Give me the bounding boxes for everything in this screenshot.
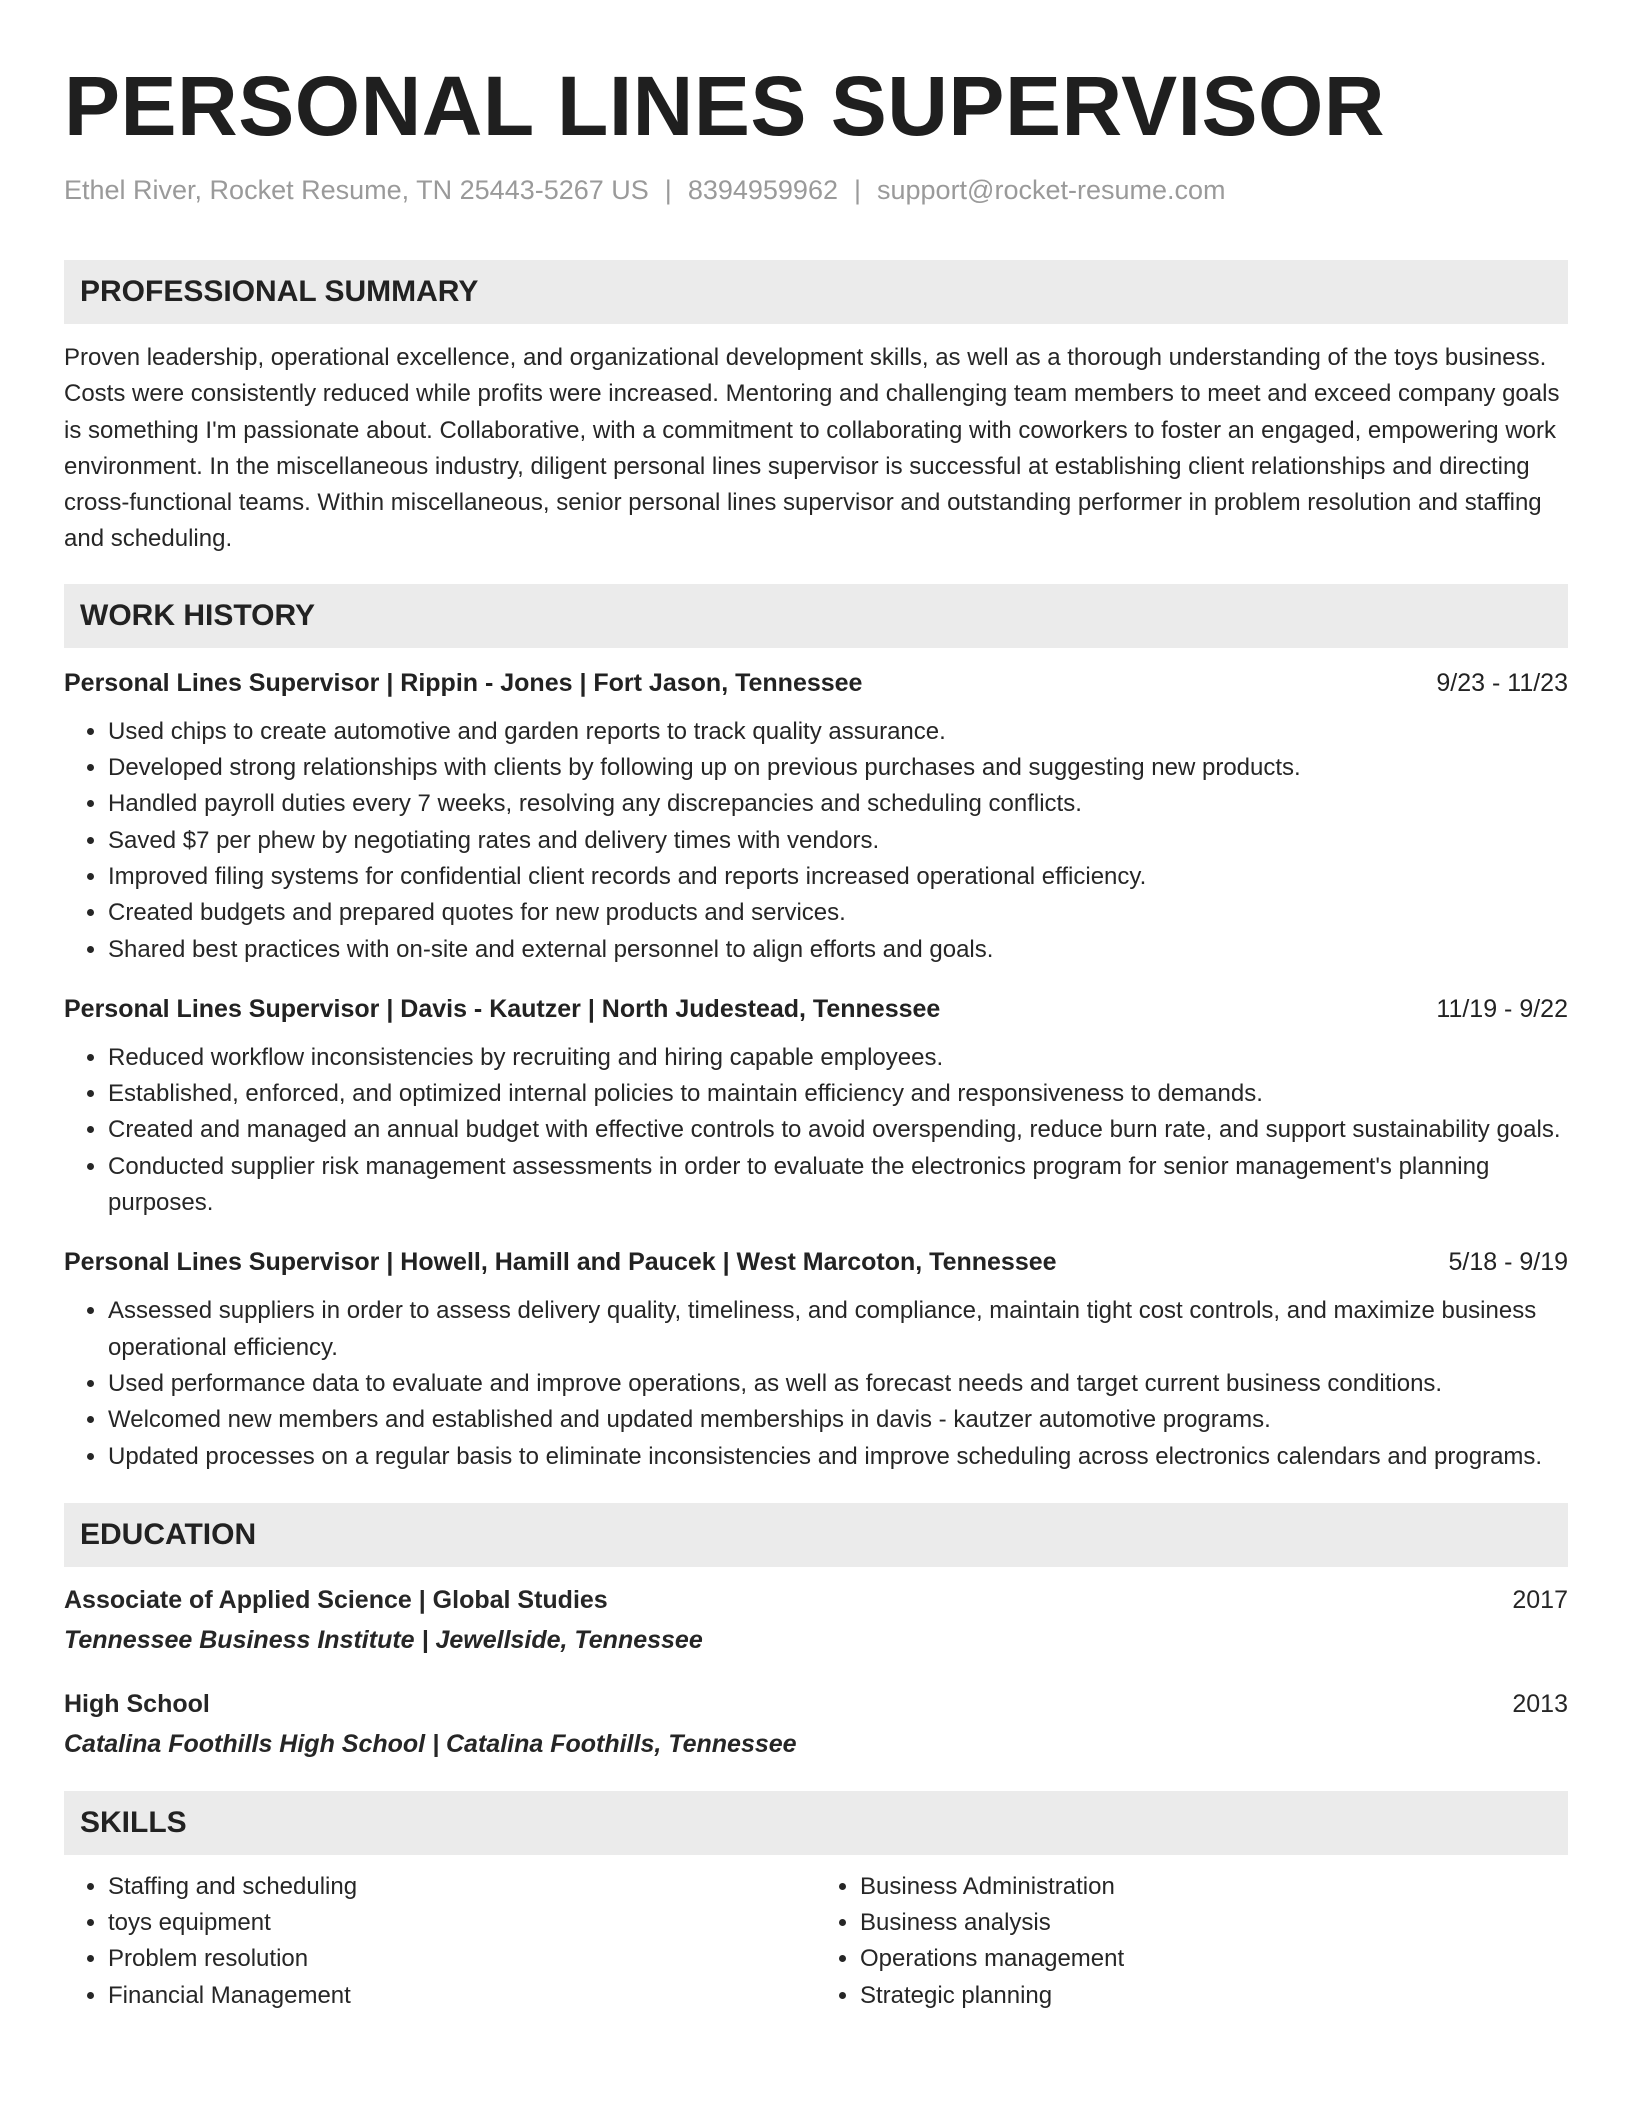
job-bullets — [64, 714, 1568, 968]
job-dates: 5/18 - 9/19 — [1448, 1248, 1568, 1277]
job-bullet: • Created budgets and prepared quotes for new products and services. — [108, 895, 1568, 931]
summary-text: Proven leadership, operational excellence, and organizational development skills, as well as a thorough understanding of the toys business. Costs were consistently reduced while profits were increased. Mentoring and challenging team members to meet and exceed company goals is something I'm passionate about. Collaborative, with a commitment to collaborating with coworkers to foster an engaged, empowering work environment. In the miscellaneous industry, diligent personal lines supervisor is successful at establishing client relationships and directing cross-functional teams. Within miscellaneous, senior personal lines supervisor and outstanding performer in problem resolution and staffing and scheduling. — [64, 344, 1560, 553]
job-dates: 11/19 - 9/22 — [1436, 994, 1568, 1023]
address: Ethel River, Rocket Resume, TN 25443-5267 US — [64, 175, 649, 205]
job-entry — [64, 666, 1568, 968]
job-bullet: • Improved filing systems for confidential client records and reports increased operational efficiency. — [108, 859, 1568, 895]
job-heading-row — [64, 666, 1568, 700]
education-school: Catalina Foothills High School | Catalina Foothills, Tennessee — [64, 1729, 797, 1758]
job-bullet: • Assessed suppliers in order to assess delivery quality, timeliness, and compliance, maintain tight cost controls, and maximize business operational efficiency. — [108, 1293, 1568, 1366]
contact-separator: | — [664, 175, 672, 205]
job-bullet: • Reduced workflow inconsistencies by recruiting and hiring capable employees. — [108, 1040, 1568, 1076]
skill-item: • Financial Management — [108, 1978, 816, 2014]
skill-item: • toys equipment — [108, 1905, 816, 1941]
skill-item: • Operations management — [860, 1941, 1568, 1977]
education-degree: High School — [64, 1689, 210, 1718]
skill-item: • Strategic planning — [860, 1978, 1568, 2014]
education-year: 2013 — [1512, 1689, 1568, 1718]
email: support@rocket-resume.com — [877, 175, 1226, 205]
job-bullet: • Conducted supplier risk management assessments in order to evaluate the electronics program for senior management's planning purposes. — [108, 1149, 1568, 1222]
skills-column-right — [816, 1869, 1568, 2014]
job-bullet: • Handled payroll duties every 7 weeks, resolving any discrepancies and scheduling conflicts. — [108, 786, 1568, 822]
job-bullet: • Welcomed new members and established and updated memberships in davis - kautzer automotive programs. — [108, 1402, 1568, 1438]
job-bullet: • Developed strong relationships with clients by following up on previous purchases and suggesting new products. — [108, 750, 1568, 786]
education-heading-row — [64, 1583, 1568, 1617]
job-heading: Personal Lines Supervisor | Davis - Kautzer | North Judestead, Tennessee — [64, 994, 941, 1023]
education-year: 2017 — [1512, 1585, 1568, 1614]
job-bullet: • Created and managed an annual budget with effective controls to avoid overspending, reduce burn rate, and support sustainability goals. — [108, 1112, 1568, 1148]
contact-separator: | — [853, 175, 861, 205]
education-entry — [64, 1687, 1568, 1761]
summary-section-header: PROFESSIONAL SUMMARY — [64, 260, 1568, 324]
phone: 8394959962 — [687, 175, 838, 205]
job-bullet: • Shared best practices with on-site and external personnel to align efforts and goals. — [108, 932, 1568, 968]
education-entry — [64, 1583, 1568, 1657]
job-heading-row — [64, 1245, 1568, 1279]
skill-item: • Business analysis — [860, 1905, 1568, 1941]
contact-line — [64, 172, 1568, 208]
work-history-section-header: WORK HISTORY — [64, 584, 1568, 648]
education-heading-row — [64, 1687, 1568, 1721]
resume-title: PERSONAL LINES SUPERVISOR — [64, 59, 1386, 153]
education-section-header: EDUCATION — [64, 1503, 1568, 1567]
job-bullet: • Updated processes on a regular basis to eliminate inconsistencies and improve scheduling across electronics calendars and programs. — [108, 1439, 1568, 1475]
job-heading: Personal Lines Supervisor | Howell, Hamill and Paucek | West Marcoton, Tennessee — [64, 1248, 1057, 1277]
job-heading-row — [64, 992, 1568, 1026]
skills-list — [64, 1869, 1568, 2014]
education-school: Tennessee Business Institute | Jewellside, Tennessee — [64, 1625, 703, 1654]
skills-column-left — [64, 1869, 816, 2014]
job-bullet: • Used chips to create automotive and garden reports to track quality assurance. — [108, 714, 1568, 750]
skills-section-header: SKILLS — [64, 1791, 1568, 1855]
education-degree: Associate of Applied Science | Global Studies — [64, 1585, 608, 1614]
skill-item: • Staffing and scheduling — [108, 1869, 816, 1905]
job-entry — [64, 1245, 1568, 1474]
job-bullet: • Saved $7 per phew by negotiating rates and delivery times with vendors. — [108, 823, 1568, 859]
skill-item: • Business Administration — [860, 1869, 1568, 1905]
job-heading: Personal Lines Supervisor | Rippin - Jones | Fort Jason, Tennessee — [64, 668, 863, 697]
job-bullet: • Used performance data to evaluate and improve operations, as well as forecast needs and target current business conditions. — [108, 1366, 1568, 1402]
job-bullet: • Established, enforced, and optimized internal policies to maintain efficiency and responsiveness to demands. — [108, 1076, 1568, 1112]
job-bullets — [64, 1040, 1568, 1221]
job-dates: 9/23 - 11/23 — [1436, 668, 1568, 697]
skill-item: • Problem resolution — [108, 1941, 816, 1977]
job-entry — [64, 992, 1568, 1221]
job-bullets — [64, 1293, 1568, 1474]
